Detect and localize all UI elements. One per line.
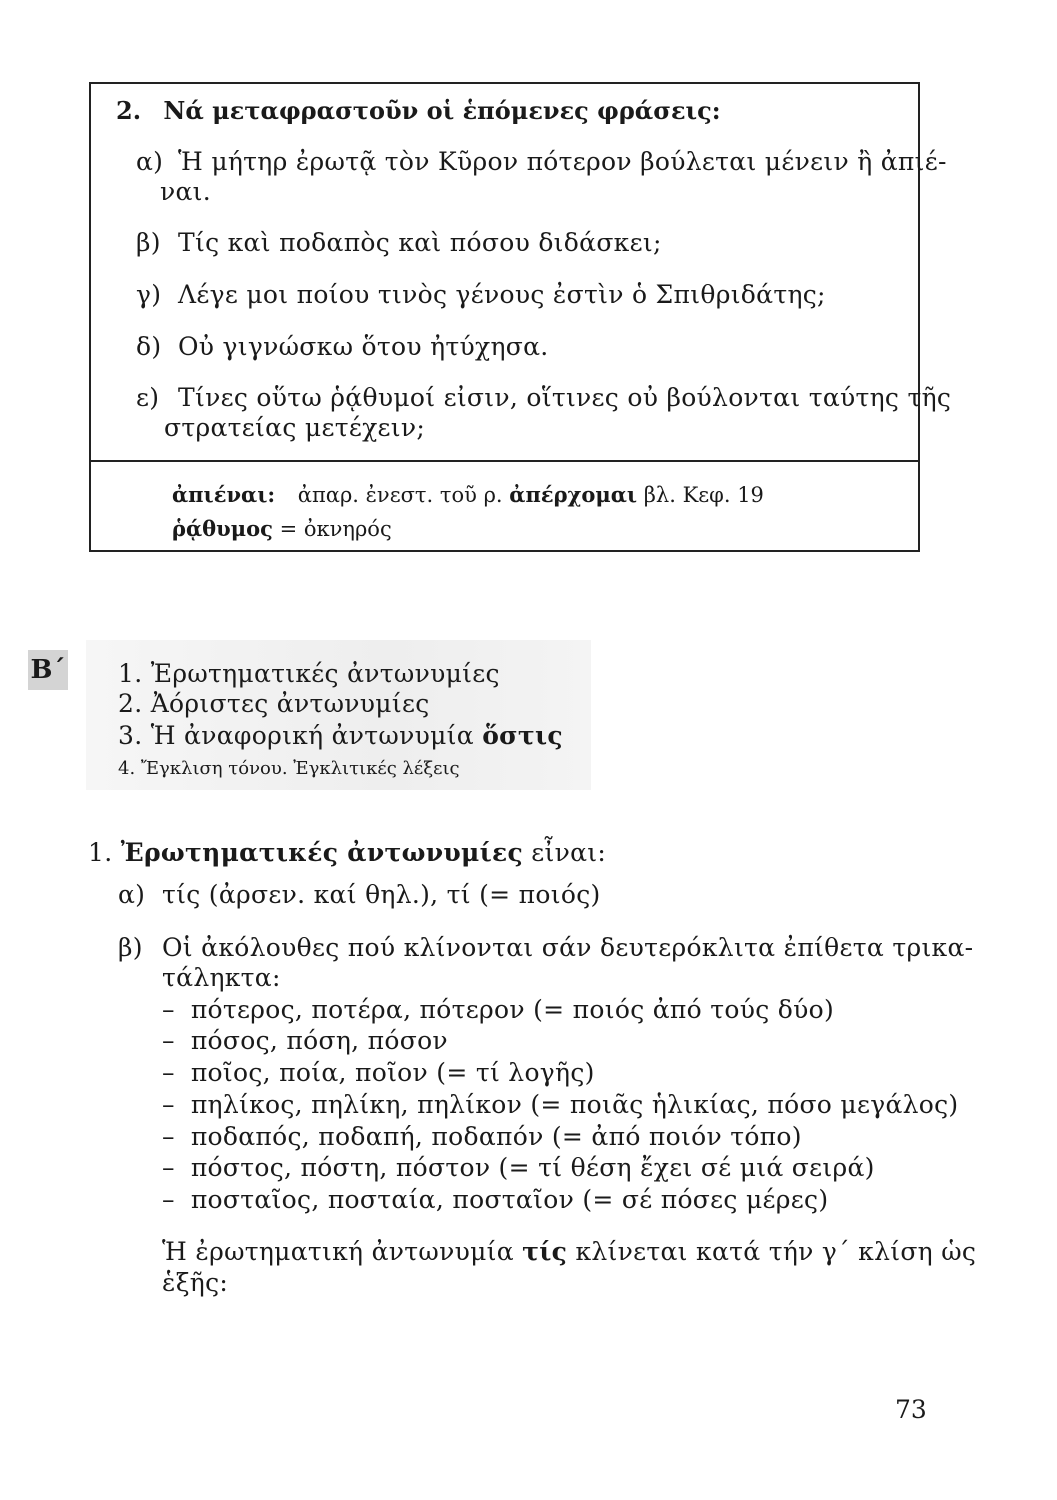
list-item: – ποσταῖος, ποσταία, ποσταῖον (= σέ πόσες μέρες) xyxy=(162,1185,829,1214)
exercise-item-a-label: α) xyxy=(136,147,164,176)
note-2-text: = ὀκνηρός xyxy=(279,517,392,541)
body-a-text: τίς (ἀρσεν. καί θηλ.), τί (= ποιός) xyxy=(162,880,601,909)
exercise-item-c-text: Λέγε μοι ποίου τινὸς γένους ἐστὶν ὁ Σπιθριδάτης; xyxy=(178,280,826,309)
note-1-term: ἀπιέναι: xyxy=(172,482,276,507)
exercise-item-d-label: δ) xyxy=(136,332,162,361)
exercise-item-a-line2: ναι. xyxy=(160,177,212,206)
section-b-item-3-bold: ὅστις xyxy=(482,721,563,750)
note-1-tail: βλ. Κεφ. 19 xyxy=(643,483,764,507)
note-1-bold: ἀπέρχομαι xyxy=(509,482,638,507)
section-b-item-1: 1. Ἐρωτηματικές ἀντωνυμίες xyxy=(118,659,500,688)
list-item: – πηλίκος, πηλίκη, πηλίκον (= ποιᾶς ἡλικίας, πόσο μεγάλος) xyxy=(162,1090,959,1119)
body-heading-number: 1. xyxy=(88,838,113,867)
exercise-item-e-line1: Τίνες οὕτω ῥᾴθυμοί εἰσιν, οἵτινες οὐ βούλονται ταύτης τῆς xyxy=(178,383,952,412)
body-b-line2: τάληκτα: xyxy=(162,963,281,992)
exercise-divider xyxy=(89,460,920,462)
exercise-item-b-label: β) xyxy=(136,228,161,257)
note-1-text: ἀπαρ. ἐνεστ. τοῦ ρ. xyxy=(297,483,503,507)
exercise-heading xyxy=(116,96,721,125)
exercise-item-a-line1: Ἡ μήτηρ ἐρωτᾷ τὸν Κῦρον πότερον βούλεται μένειν ἢ ἀπιέ- xyxy=(178,147,947,176)
note-1 xyxy=(172,482,764,507)
list-item: – ποδαπός, ποδαπή, ποδαπόν (= ἀπό ποιόν τόπο) xyxy=(162,1122,802,1151)
note-2 xyxy=(172,516,392,541)
exercise-heading-number: 2. xyxy=(116,96,142,125)
section-b-tag: Β΄ xyxy=(28,650,68,690)
body-a-label: α) xyxy=(118,880,146,909)
body-b-label: β) xyxy=(118,933,143,962)
body-final-line1: Ἡ ἐρωτηματική ἀντωνυμία τίς κλίνεται κατά τήν γ΄ κλίση ὡς xyxy=(162,1237,977,1266)
exercise-heading-text: Νά μεταφραστοῦν οἱ ἑπόμενες φράσεις: xyxy=(163,96,721,125)
body-heading xyxy=(88,838,606,867)
page-number: 73 xyxy=(895,1395,927,1424)
section-b-item-3 xyxy=(118,721,563,750)
exercise-item-e-line2: στρατείας μετέχειν; xyxy=(164,413,426,442)
exercise-item-d-text: Οὐ γιγνώσκω ὅτου ἠτύχησα. xyxy=(178,332,549,361)
body-heading-bold: Ἐρωτηματικές ἀντωνυμίες xyxy=(120,838,524,867)
section-b-item-3-text: 3. Ἡ ἀναφορική ἀντωνυμία xyxy=(118,721,474,750)
body-final-line2: ἑξῆς: xyxy=(162,1268,229,1297)
list-item: – πότερος, ποτέρα, πότερον (= ποιός ἀπό τούς δύο) xyxy=(162,995,835,1024)
note-2-term: ῥᾴθυμος xyxy=(172,516,273,541)
exercise-item-e-label: ε) xyxy=(136,383,160,412)
list-item: – πόσος, πόση, πόσον xyxy=(162,1026,448,1055)
body-heading-tail: εἶναι: xyxy=(531,838,607,867)
body-b-line1: Οἱ ἀκόλουθες πού κλίνονται σάν δευτερόκλιτα ἐπίθετα τρικα- xyxy=(162,933,974,962)
list-item: – πόστος, πόστη, πόστον (= τί θέση ἔχει σέ μιά σειρά) xyxy=(162,1153,875,1182)
exercise-item-b-text: Τίς καὶ ποδαπὸς καὶ πόσου διδάσκει; xyxy=(178,228,662,257)
exercise-item-c-label: γ) xyxy=(136,280,162,309)
section-b-item-4: 4. Ἔγκλιση τόνου. Ἐγκλιτικές λέξεις xyxy=(118,758,460,779)
list-item: – ποῖος, ποία, ποῖον (= τί λογῆς) xyxy=(162,1058,595,1087)
section-b-item-2: 2. Ἀόριστες ἀντωνυμίες xyxy=(118,689,430,718)
